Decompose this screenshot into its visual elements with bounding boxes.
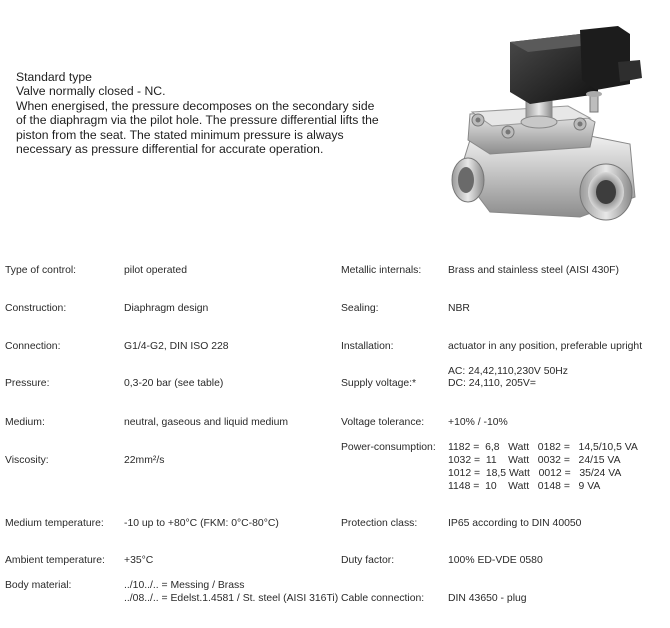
spec-label-pressure: Pressure:	[5, 378, 50, 389]
description-line: necessary as pressure differential for accurate operation.	[16, 142, 324, 157]
spec-value-medium: neutral, gaseous and liquid medium	[124, 417, 289, 428]
spec-label-supply-voltage: Supply voltage:*	[341, 378, 417, 389]
spec-value-construction: Diaphragm design	[124, 303, 209, 314]
spec-label-cable-connection: Cable connection:	[341, 593, 425, 604]
solenoid-valve-icon	[430, 22, 655, 232]
spec-value-power-row: 1012 = 18,5 Watt 0012 = 35/24 VA	[448, 468, 622, 479]
spec-value-protection-class: IP65 according to DIN 40050	[448, 518, 582, 529]
description-line: When energised, the pressure decomposes on the secondary side	[16, 98, 375, 113]
spec-label-construction: Construction:	[5, 303, 67, 314]
spec-value-duty-factor: 100% ED-VDE 0580	[448, 555, 543, 566]
spec-label-type-of-control: Type of control:	[5, 265, 77, 276]
spec-value-power-row: 1148 = 10 Watt 0148 = 9 VA	[448, 481, 601, 492]
spec-label-protection-class: Protection class:	[341, 518, 418, 529]
spec-label-sealing: Sealing:	[341, 303, 379, 314]
spec-value-installation: actuator in any position, preferable upright	[448, 341, 643, 352]
spec-label-ambient-temperature: Ambient temperature:	[5, 555, 105, 566]
spec-value-supply-voltage-ac: AC: 24,42,110,230V 50Hz	[448, 366, 568, 377]
spec-label-power-consumption: Power-consumption:	[341, 442, 436, 453]
spec-value-power-row: 1032 = 11 Watt 0032 = 24/15 VA	[448, 455, 621, 466]
spec-label-voltage-tolerance: Voltage tolerance:	[341, 417, 425, 428]
spec-label-duty-factor: Duty factor:	[341, 555, 395, 566]
spec-label-connection: Connection:	[5, 341, 61, 352]
spec-value-body-material-steel: ../08../.. = Edelst.1.4581 / St. steel (AISI 316Ti)	[124, 593, 339, 604]
spec-value-viscosity: 22mm²/s	[124, 455, 165, 466]
spec-value-pressure: 0,3-20 bar (see table)	[124, 378, 224, 389]
spec-value-metallic-internals: Brass and stainless steel (AISI 430F)	[448, 265, 619, 276]
spec-value-cable-connection: DIN 43650 - plug	[448, 593, 527, 604]
spec-label-body-material: Body material:	[5, 580, 72, 591]
spec-value-sealing: NBR	[448, 303, 470, 314]
spec-value-type-of-control: pilot operated	[124, 265, 187, 276]
spec-label-medium-temperature: Medium temperature:	[5, 518, 104, 529]
description-line: Valve normally closed - NC.	[16, 84, 166, 99]
description-line: Standard type	[16, 70, 92, 84]
spec-label-installation: Installation:	[341, 341, 394, 352]
spec-label-medium: Medium:	[5, 417, 45, 428]
product-description	[16, 70, 416, 156]
description-line: piston from the seat. The stated minimum pressure is always	[16, 127, 344, 142]
spec-label-metallic-internals: Metallic internals:	[341, 265, 422, 276]
spec-value-supply-voltage-dc: DC: 24,110, 205V=	[448, 378, 536, 389]
spec-value-ambient-temperature: +35°C	[124, 555, 154, 566]
spec-value-medium-temperature: -10 up to +80°C (FKM: 0°C-80°C)	[124, 518, 279, 529]
spec-label-viscosity: Viscosity:	[5, 455, 49, 466]
spec-value-power-row: 1182 = 6,8 Watt 0182 = 14,5/10,5 VA	[448, 442, 638, 453]
description-line: of the diaphragm via the pilot hole. The pressure differential lifts the	[16, 113, 379, 128]
spec-value-body-material-brass: ../10../.. = Messing / Brass	[124, 580, 245, 591]
spec-value-connection: G1/4-G2, DIN ISO 228	[124, 341, 229, 352]
spec-value-voltage-tolerance: +10% / -10%	[448, 417, 508, 428]
